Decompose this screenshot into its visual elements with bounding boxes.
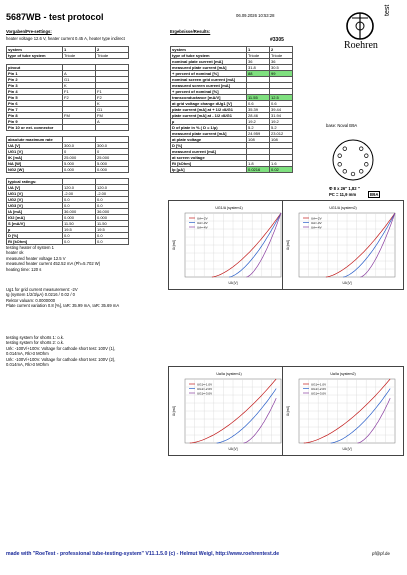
table-cell: Ri [kOhm]: [171, 161, 247, 167]
table-cell: measured current [mA]: [171, 149, 247, 155]
table-header-cell: system: [171, 47, 247, 53]
table-cell: 5.000: [63, 161, 96, 167]
legend-label: UA=-4V: [197, 225, 208, 230]
note-line: testing system for shorts 2: o.k.: [6, 340, 64, 346]
heater-test-notes: [6, 245, 100, 272]
tube-settings-table: [6, 46, 129, 245]
y-axis-label: IA [mA]: [172, 405, 176, 417]
table-cell: 108: [247, 137, 270, 143]
table-cell: Pin 5: [7, 95, 63, 101]
table-cell: 0.000: [96, 215, 129, 221]
table-cell: F2: [96, 95, 129, 101]
socket-pin: [359, 170, 363, 174]
note-line: 0.014mA, Rk>3 MOhm: [6, 362, 49, 368]
socket-pin: [343, 170, 347, 174]
table-cell: Ri [kOhm]: [7, 239, 63, 245]
table-cell: 0.0: [63, 197, 96, 203]
table-cell: F1: [63, 89, 96, 95]
table-cell: A: [96, 119, 129, 125]
table-cell: 0: [96, 149, 129, 155]
table-cell: + percent of nominal [%]: [171, 71, 247, 77]
table-cell: 5.2: [270, 125, 293, 131]
chart-plate-curve-system2: [282, 366, 404, 456]
table-cell: nominal plate current [mA]: [171, 59, 247, 65]
table-cell: D of plate in % ( D = 1/µ): [171, 125, 247, 131]
table-cell: at screen voltage: [171, 155, 247, 161]
table-cell: 120.0: [63, 185, 96, 191]
legend-label: UG1=-2.0V: [311, 386, 327, 391]
table-cell: 31.8: [247, 65, 270, 71]
table-cell: nominal screen grid current [mA]: [171, 77, 247, 83]
note-line: Ug1 for grid current measurement: -2V: [6, 287, 78, 292]
table-cell: transconductance [mA/V]: [171, 95, 247, 101]
chart-grid-curve-system1: [168, 200, 290, 290]
table-cell: G1: [96, 107, 129, 113]
table-cell: IA [mA]: [7, 209, 63, 215]
legend-label: UA=-3V: [197, 220, 208, 225]
table-cell: Pin 6: [7, 101, 63, 107]
footer-email: pf@pf.de: [372, 551, 390, 556]
table-cell: K: [96, 101, 129, 107]
table-cell: UA [V]: [7, 143, 63, 149]
results-heading: Ergebnisse/Results:: [170, 29, 211, 34]
table-header-cell: 2: [96, 47, 129, 53]
x-axis-label: UA [V]: [342, 281, 352, 285]
table-cell: 300.0: [96, 143, 129, 149]
table-cell: K: [63, 83, 96, 89]
table-cell: 25.000: [63, 155, 96, 161]
chart-title: Ua/Ia (system1): [216, 372, 242, 376]
table-header-cell: 1: [63, 47, 96, 53]
table-cell: 19.2: [247, 119, 270, 125]
table-cell: 11.55: [247, 95, 270, 101]
chart-title: UG1/A (system2): [329, 206, 357, 210]
table-cell: Pin 1: [7, 71, 63, 77]
roehrentest-logo: [336, 6, 400, 54]
table-cell: 11.50: [96, 221, 129, 227]
table-cell: 39.44: [270, 107, 293, 113]
table-cell: UA [V]: [7, 185, 63, 191]
table-cell: 0.02: [270, 167, 293, 173]
legend-label: UA=-2V: [311, 216, 322, 221]
table-cell: Pin 4: [7, 89, 63, 95]
socket-pin: [351, 172, 355, 176]
x-axis-label: UA [V]: [228, 281, 238, 285]
table-cell: 300.0: [63, 143, 96, 149]
table-cell: µ: [7, 227, 63, 233]
table-cell: 19.5: [96, 227, 129, 233]
table-row: [171, 167, 293, 173]
table-cell: 1.6: [270, 161, 293, 167]
socket-pin: [365, 163, 369, 167]
table-cell: FM: [63, 113, 96, 119]
chart-title: Ua/Ia (system2): [330, 372, 356, 376]
socket-code-badge: B9A: [370, 192, 379, 197]
note-line: testing system for shorts 1: o.k.: [6, 335, 64, 340]
table-cell: 0.000: [96, 167, 129, 173]
table-cell: 0.0: [63, 239, 96, 245]
table-cell: measured screen current [mA]: [171, 83, 247, 89]
note-line: measured heater current 452.52 mA (Ph=5.702 W): [6, 261, 101, 267]
legend-label: UG1=-1.0V: [197, 382, 213, 387]
chart-grid-curve-system2: [282, 200, 404, 290]
note-line: Plate current variation 0.8 [%], IaR: 35.99 mA, IaR: 35.69 mA: [6, 303, 120, 309]
table-cell: FM: [96, 113, 129, 119]
table-cell: 1.8: [247, 161, 270, 167]
table-cell: 24.959: [247, 131, 270, 137]
table-cell: A: [63, 71, 96, 77]
footer-credit: made with "RoeTest - professional tube-testing-system" V11.1.5.0 (c) - Helmut Weigl, http://www.roehrentest.de: [6, 551, 280, 557]
table-cell: F1: [96, 89, 129, 95]
table-cell: Ip [µA]: [171, 167, 247, 173]
table-cell: type of tube system: [171, 53, 247, 59]
table-cell: 31.94: [270, 113, 293, 119]
results-table: [170, 46, 293, 173]
table-cell: 0.0: [96, 233, 129, 239]
table-cell: 0.000: [63, 167, 96, 173]
table-cell: plate current [mA] at - 1/2 dUG1: [171, 113, 247, 119]
socket-pin: [338, 154, 342, 158]
legend-label: UA=-2V: [197, 216, 208, 221]
table-cell: NG2 [W]: [7, 167, 63, 173]
table-cell: 0.6: [247, 101, 270, 107]
legend-label: UG1=-3.0V: [311, 391, 327, 396]
base-label: base: Noval B9A: [326, 123, 358, 128]
socket-pin: [338, 163, 342, 167]
table-row: [171, 113, 293, 119]
table-cell: 30.5: [270, 65, 293, 71]
table-cell: D [%]: [171, 143, 247, 149]
socket-pin: [359, 147, 363, 151]
table-cell: Triode: [270, 53, 293, 59]
table-cell: IG2 [mA]: [7, 215, 63, 221]
table-cell: Pin 9: [7, 119, 63, 125]
table-cell: 11.50: [63, 221, 96, 227]
socket-dimensions: Φ 8 x 26″ 1,82 ″: [329, 186, 360, 191]
note-line: testing heater of system 1: [6, 245, 54, 250]
x-axis-label: UA [V]: [342, 447, 352, 451]
table-cell: 19.5: [63, 227, 96, 233]
logo-wordmark: Roehren: [344, 40, 378, 51]
table-cell: typical ratings:: [7, 179, 63, 185]
table-cell: Triode: [63, 53, 96, 59]
table-cell: -2.00: [63, 191, 96, 197]
table-cell: S [mA/V]: [7, 221, 63, 227]
table-cell: IK [mA]: [7, 155, 63, 161]
table-cell: 5.000: [96, 161, 129, 167]
table-row: [171, 101, 293, 107]
table-cell: G1: [63, 77, 96, 83]
presettings-heading: Vorgaben/Pre-settings:: [6, 29, 52, 34]
table-cell: 36: [247, 59, 270, 65]
table-cell: 0.0216: [247, 167, 270, 173]
table-cell: at grid voltage change dUg1 [V]: [171, 101, 247, 107]
table-cell: 23.012: [270, 131, 293, 137]
grid-current-notes: [6, 287, 119, 309]
table-cell: Triode: [96, 53, 129, 59]
table-cell: 25.000: [96, 155, 129, 161]
table-cell: measured plate current [mA]: [171, 131, 247, 137]
table-cell: F2: [63, 95, 96, 101]
serial-number: #3305: [270, 37, 284, 43]
y-axis-label: IA [mA]: [172, 239, 176, 251]
table-cell: 28.46: [247, 113, 270, 119]
table-cell: UG1 [V]: [7, 149, 63, 155]
table-cell: Pin 7: [7, 107, 63, 113]
table-cell: absolute maximum rate: [7, 137, 63, 143]
legend-label: UG1=-3.0V: [197, 391, 213, 396]
table-cell: Pin 3: [7, 83, 63, 89]
table-cell: 0.0: [63, 233, 96, 239]
table-cell: 36.000: [96, 209, 129, 215]
legend-label: UG1=-2.0V: [197, 386, 213, 391]
table-cell: UG3 [V]: [7, 203, 63, 209]
note-line: measured heater voltage 12.5 V: [6, 255, 66, 261]
table-cell: 19.2: [270, 119, 293, 125]
table-cell: 36.000: [63, 209, 96, 215]
table-cell: 120.0: [96, 185, 129, 191]
table-cell: Pin 10 or ext. connector: [7, 125, 63, 131]
table-cell: 5.2: [247, 125, 270, 131]
table-cell: 35.39: [247, 107, 270, 113]
note-line: Ig (system 1/2/3/µA) 0.0216 / 0.02 / 0: [6, 292, 75, 298]
note-line: 0.014mA, Rk>3 MOhm: [6, 351, 49, 357]
note-line: heater ok: [6, 250, 24, 256]
table-cell: 0.0: [96, 203, 129, 209]
table-cell: D [%]: [7, 233, 63, 239]
table-cell: 0.0: [63, 203, 96, 209]
table-header-cell: 1: [247, 47, 270, 53]
timestamp: 06.09.2026 10:53:28: [236, 13, 275, 18]
table-cell: 12.5: [270, 95, 293, 101]
table-cell: 88: [247, 71, 270, 77]
socket-pin-circle: PC = 11,9 mm: [329, 192, 357, 197]
table-cell: µ: [171, 119, 247, 125]
table-cell: 0.0: [96, 239, 129, 245]
table-cell: Triode: [247, 53, 270, 59]
table-cell: Pin 8: [7, 113, 63, 119]
chart-plate-curve-system1: [168, 366, 290, 456]
table-cell: Pin 2: [7, 77, 63, 83]
table-cell: 0: [63, 149, 96, 155]
table-cell: at plate voltage: [171, 137, 247, 143]
legend-label: UA=-3V: [311, 220, 322, 225]
note-line: heating time: 120 s: [6, 266, 42, 272]
table-cell: 36: [270, 59, 293, 65]
note-line: Urk: -100V/+100V. Voltage for cathode short test: 100V (1),: [6, 345, 116, 351]
note-line: Rektor valuam: 0.0000000: [6, 297, 56, 303]
table-cell: -2.00: [96, 191, 129, 197]
table-cell: plate current [mA] at + 1/2 dUG1: [171, 107, 247, 113]
socket-pin: [343, 147, 347, 151]
table-cell: 99: [270, 71, 293, 77]
legend-label: UG1=-1.0V: [311, 382, 327, 387]
table-cell: + percent of nominal [%]: [171, 89, 247, 95]
table-header-cell: system: [7, 47, 63, 53]
y-axis-label: IA [mA]: [286, 239, 290, 251]
table-cell: measured plate current [mA]: [171, 65, 247, 71]
socket-pin: [365, 154, 369, 158]
x-axis-label: UA [V]: [228, 447, 238, 451]
page-title: 5687WB - test protocol: [6, 12, 104, 22]
logo-side-text: test: [384, 4, 391, 16]
heater-settings: heater voltage 12.6 V, heater current 0.45 A, heater type indirect: [6, 36, 125, 41]
chart-title: UG1/A (system1): [215, 206, 243, 210]
short-test-notes: [6, 335, 115, 367]
table-cell: NA [W]: [7, 161, 63, 167]
table-cell: UG1 [V]: [7, 191, 63, 197]
noval-socket-icon: [330, 137, 376, 183]
table-cell: type of tube system: [7, 53, 63, 59]
table-cell: 0.0: [96, 197, 129, 203]
table-row: [171, 107, 293, 113]
legend-label: UA=-4V: [311, 225, 322, 230]
table-cell: UG2 [V]: [7, 197, 63, 203]
table-cell: pinout: [7, 65, 63, 71]
y-axis-label: IA [mA]: [286, 405, 290, 417]
table-header-cell: 2: [270, 47, 293, 53]
table-cell: 0.000: [63, 215, 96, 221]
table-row: [7, 239, 129, 245]
table-cell: 108: [270, 137, 293, 143]
table-cell: 0.6: [270, 101, 293, 107]
note-line: Urk: -100V/+100V. Voltage for cathode short test: 100V (2),: [6, 356, 116, 362]
